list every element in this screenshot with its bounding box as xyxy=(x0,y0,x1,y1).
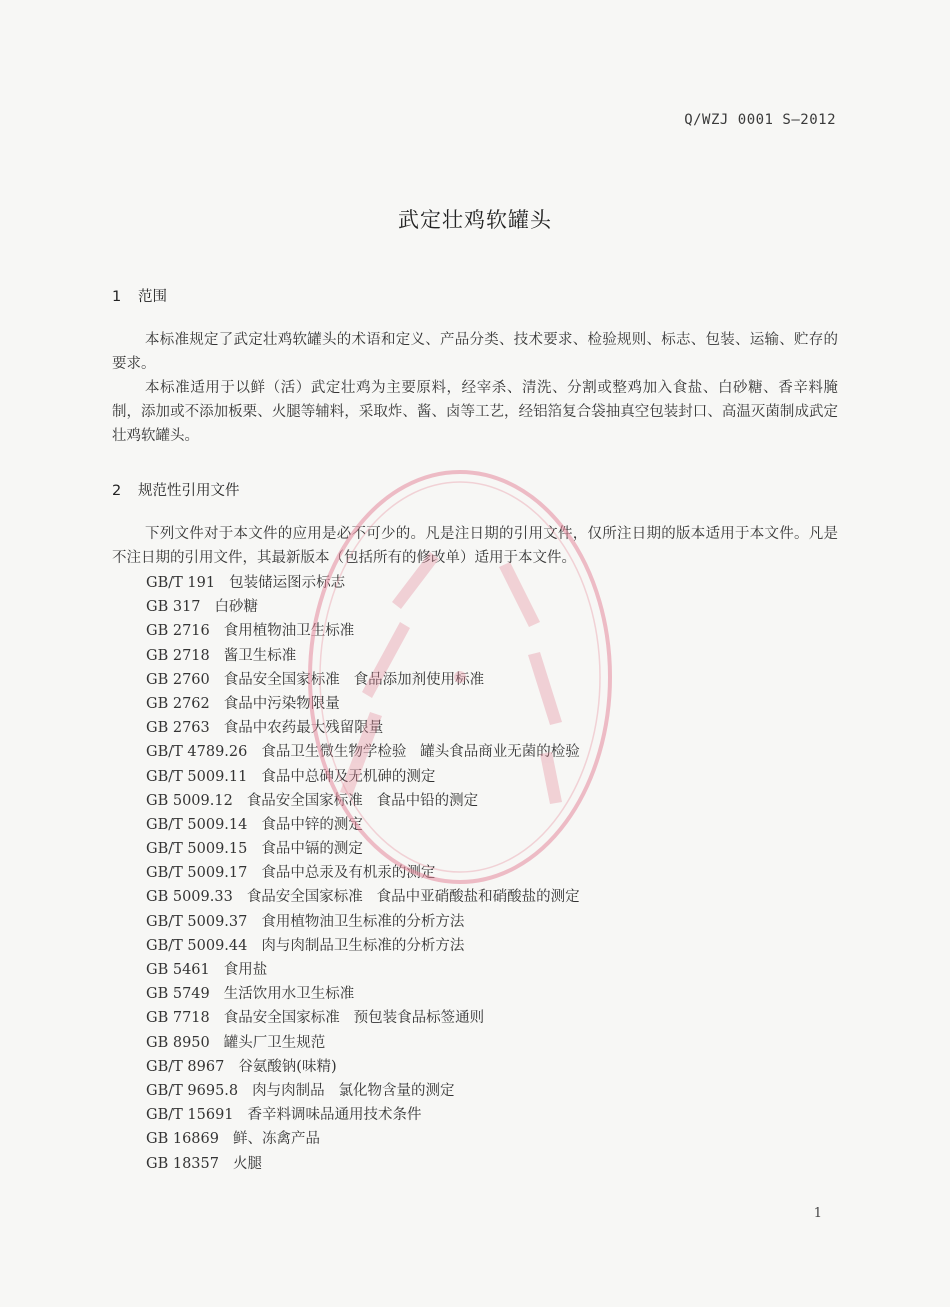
reference-item xyxy=(146,692,580,716)
reference-item xyxy=(146,765,580,789)
reference-code: GB 2760 xyxy=(146,671,210,688)
reference-item xyxy=(146,644,580,668)
reference-item xyxy=(146,861,580,885)
reference-code: GB/T 15691 xyxy=(146,1107,234,1124)
section-1-paragraph-1: 本标准规定了武定壮鸡软罐头的术语和定义、产品分类、技术要求、检验规则、标志、包装、运输、贮存的要求。 xyxy=(112,332,838,372)
reference-code: GB/T 5009.44 xyxy=(146,937,248,954)
reference-item xyxy=(146,885,580,909)
reference-code: GB 2763 xyxy=(146,720,210,737)
reference-item xyxy=(146,571,580,595)
reference-code: GB/T 5009.14 xyxy=(146,816,248,833)
reference-title: 食用植物油卫生标准 xyxy=(223,623,355,640)
section-2-title: 规范性引用文件 xyxy=(138,483,240,499)
reference-title: 食用盐 xyxy=(223,962,268,978)
reference-item xyxy=(146,1127,580,1151)
reference-code: GB 5009.33 xyxy=(146,889,233,906)
reference-title: 食用植物油卫生标准的分析方法 xyxy=(261,913,465,930)
reference-code: GB 16869 xyxy=(146,1131,219,1148)
reference-title: 食品中镉的测定 xyxy=(261,841,363,858)
reference-title: 食品卫生微生物学检验 罐头食品商业无菌的检验 xyxy=(261,744,580,761)
reference-title: 食品安全国家标准 预包装食品标签通则 xyxy=(223,1010,485,1027)
reference-code: GB 5461 xyxy=(146,962,210,978)
reference-code: GB 8950 xyxy=(146,1034,210,1051)
reference-title: 食品中污染物限量 xyxy=(223,695,340,712)
reference-code: GB/T 5009.37 xyxy=(146,913,248,930)
reference-item xyxy=(146,1031,580,1055)
reference-title: 食品安全国家标准 食品添加剂使用标准 xyxy=(223,671,485,688)
reference-title: 食品中总砷及无机砷的测定 xyxy=(261,768,436,785)
reference-title: 食品中锌的测定 xyxy=(261,816,363,833)
reference-title: 生活饮用水卫生标准 xyxy=(223,986,355,1003)
document-title: 武定壮鸡软罐头 xyxy=(398,208,552,232)
reference-title: 罐头厂卫生规范 xyxy=(223,1034,326,1051)
reference-title: 白砂糖 xyxy=(214,599,259,616)
section-2-number: 2 xyxy=(112,483,122,499)
reference-title: 火腿 xyxy=(232,1155,262,1172)
reference-code: GB 5009.12 xyxy=(146,792,233,809)
reference-list xyxy=(146,571,580,1176)
reference-item xyxy=(146,619,580,643)
reference-code: GB/T 191 xyxy=(146,575,216,591)
reference-item xyxy=(146,1079,580,1103)
reference-item xyxy=(146,982,580,1006)
reference-code: GB 2718 xyxy=(146,647,210,664)
reference-title: 食品中农药最大残留限量 xyxy=(223,720,384,737)
reference-code: GB 317 xyxy=(146,599,201,616)
reference-title: 包装储运图示标志 xyxy=(229,575,346,591)
reference-item xyxy=(146,837,580,861)
section-1-number: 1 xyxy=(112,289,122,305)
reference-title: 谷氨酸钠(味精) xyxy=(238,1058,337,1075)
reference-code: GB/T 5009.15 xyxy=(146,841,248,858)
reference-title: 鲜、冻禽产品 xyxy=(232,1131,320,1148)
reference-item xyxy=(146,668,580,692)
reference-code: GB 7718 xyxy=(146,1010,210,1027)
reference-title: 食品安全国家标准 食品中亚硝酸盐和硝酸盐的测定 xyxy=(246,889,580,906)
reference-item xyxy=(146,958,580,982)
section-1-heading xyxy=(112,285,167,306)
reference-item xyxy=(146,1152,580,1176)
section-2-paragraph-1: 下列文件对于本文件的应用是必不可少的。凡是注日期的引用文件，仅所注日期的版本适用于本文件。凡是不注日期的引用文件，其最新版本（包括所有的修改单）适用于本文件。 xyxy=(112,526,838,566)
reference-item xyxy=(146,1006,580,1030)
section-1-paragraph-2: 本标准适用于以鲜（活）武定壮鸡为主要原料，经宰杀、清洗、分割或整鸡加入食盐、白砂糖、香辛料腌制，添加或不添加板栗、火腿等辅料，采取炸、酱、卤等工艺，经铝箔复合袋抽真空包装封口、高温灭菌制成武定壮鸡软罐头。 xyxy=(112,380,838,444)
document-code: Q/WZJ 0001 S—2012 xyxy=(684,112,836,128)
page-number: 1 xyxy=(813,1206,822,1221)
reference-title: 食品中总汞及有机汞的测定 xyxy=(261,865,436,882)
reference-code: GB/T 5009.11 xyxy=(146,768,248,785)
reference-title: 食品安全国家标准 食品中铅的测定 xyxy=(246,792,479,809)
reference-code: GB/T 8967 xyxy=(146,1058,225,1075)
reference-title: 酱卫生标准 xyxy=(223,647,297,664)
reference-item xyxy=(146,813,580,837)
reference-title: 肉与肉制品卫生标准的分析方法 xyxy=(261,937,465,954)
reference-code: GB 2762 xyxy=(146,695,210,712)
reference-title: 肉与肉制品 氯化物含量的测定 xyxy=(252,1082,455,1099)
reference-code: GB 18357 xyxy=(146,1155,219,1172)
reference-item xyxy=(146,716,580,740)
section-1-title: 范围 xyxy=(138,289,167,305)
reference-code: GB 2716 xyxy=(146,623,210,640)
reference-code: GB/T 4789.26 xyxy=(146,744,248,761)
reference-item xyxy=(146,1103,580,1127)
reference-code: GB/T 9695.8 xyxy=(146,1082,239,1099)
reference-code: GB/T 5009.17 xyxy=(146,865,248,882)
section-2-heading xyxy=(112,479,240,500)
reference-item xyxy=(146,740,580,764)
reference-item xyxy=(146,910,580,934)
reference-item xyxy=(146,1055,580,1079)
reference-item xyxy=(146,595,580,619)
reference-code: GB 5749 xyxy=(146,986,210,1003)
reference-title: 香辛料调味品通用技术条件 xyxy=(247,1107,422,1124)
reference-item xyxy=(146,789,580,813)
reference-item xyxy=(146,934,580,958)
